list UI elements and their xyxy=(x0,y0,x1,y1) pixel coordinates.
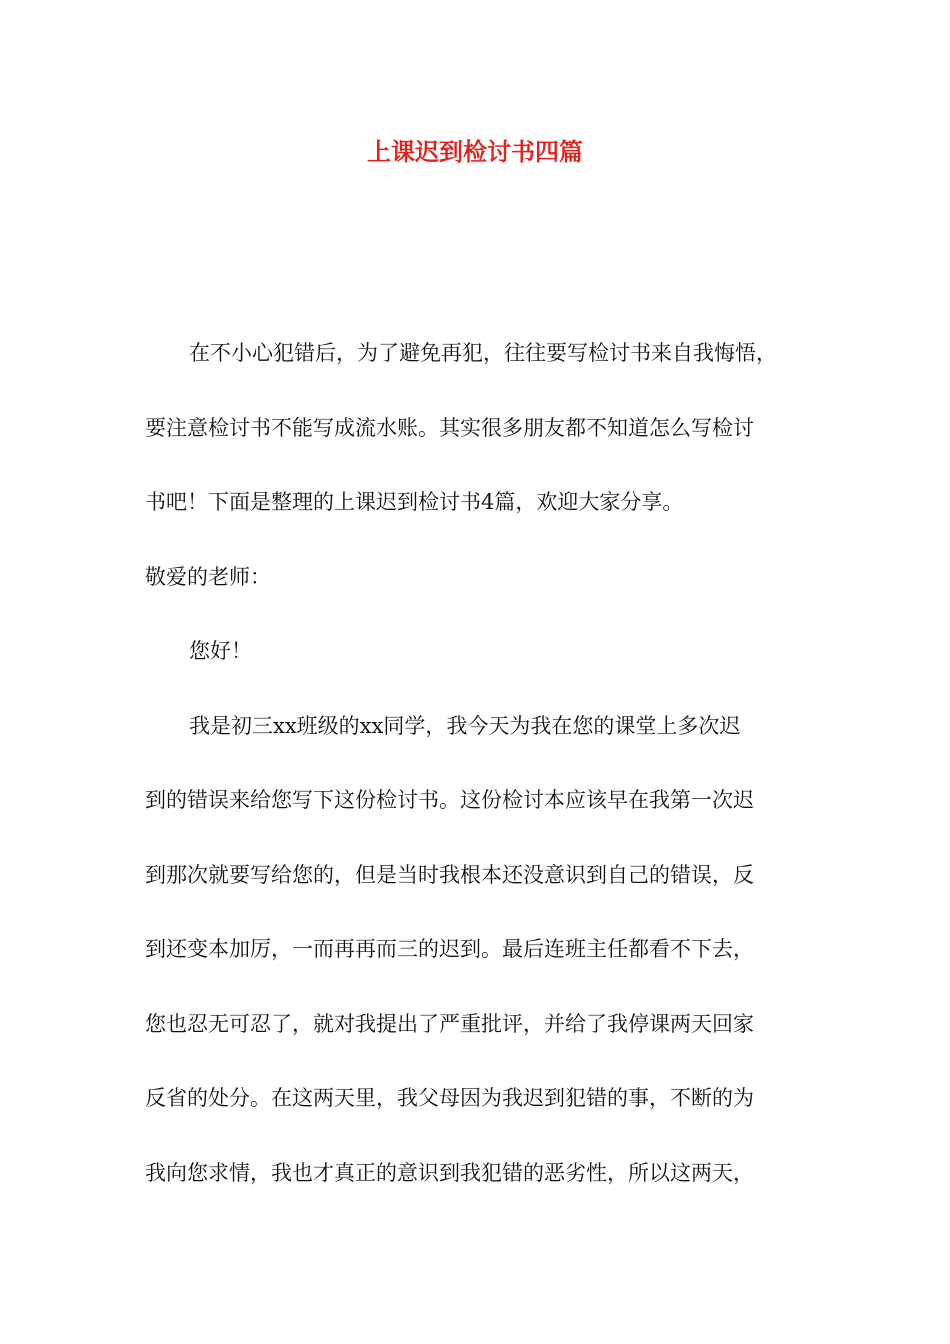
document-body xyxy=(145,316,805,1210)
paragraph-line: 到还变本加厉，一而再再而三的迟到。最后连班主任都看不下去， xyxy=(145,937,754,961)
paragraph-line: 反省的处分。在这两天里，我父母因为我迟到犯错的事，不断的为 xyxy=(145,1086,754,1110)
paragraph-line: 要注意检讨书不能写成流水账。其实很多朋友都不知道怎么写检讨 xyxy=(145,415,754,440)
greeting-line: 您好！ xyxy=(189,639,252,663)
document-title: 上课迟到检讨书四篇 xyxy=(367,137,583,166)
paragraph-line: 我是初三xx班级的xx同学，我今天为我在您的课堂上多次迟 xyxy=(189,713,741,738)
paragraph-line: 书吧！下面是整理的上课迟到检讨书4篇，欢迎大家分享。 xyxy=(145,490,684,514)
salutation-line: 敬爱的老师： xyxy=(145,564,271,589)
paragraph-line: 在不小心犯错后，为了避免再犯，往往要写检讨书来自我悔悟， xyxy=(189,341,777,365)
paragraph-line: 到那次就要写给您的，但是当时我根本还没意识到自己的错误，反 xyxy=(145,862,754,887)
paragraph-line: 您也忍无可忍了，就对我提出了严重批评，并给了我停课两天回家 xyxy=(145,1011,754,1036)
paragraph-line: 我向您求情，我也才真正的意识到我犯错的恶劣性，所以这两天， xyxy=(145,1160,754,1185)
paragraph-line: 到的错误来给您写下这份检讨书。这份检讨本应该早在我第一次迟 xyxy=(145,788,754,812)
